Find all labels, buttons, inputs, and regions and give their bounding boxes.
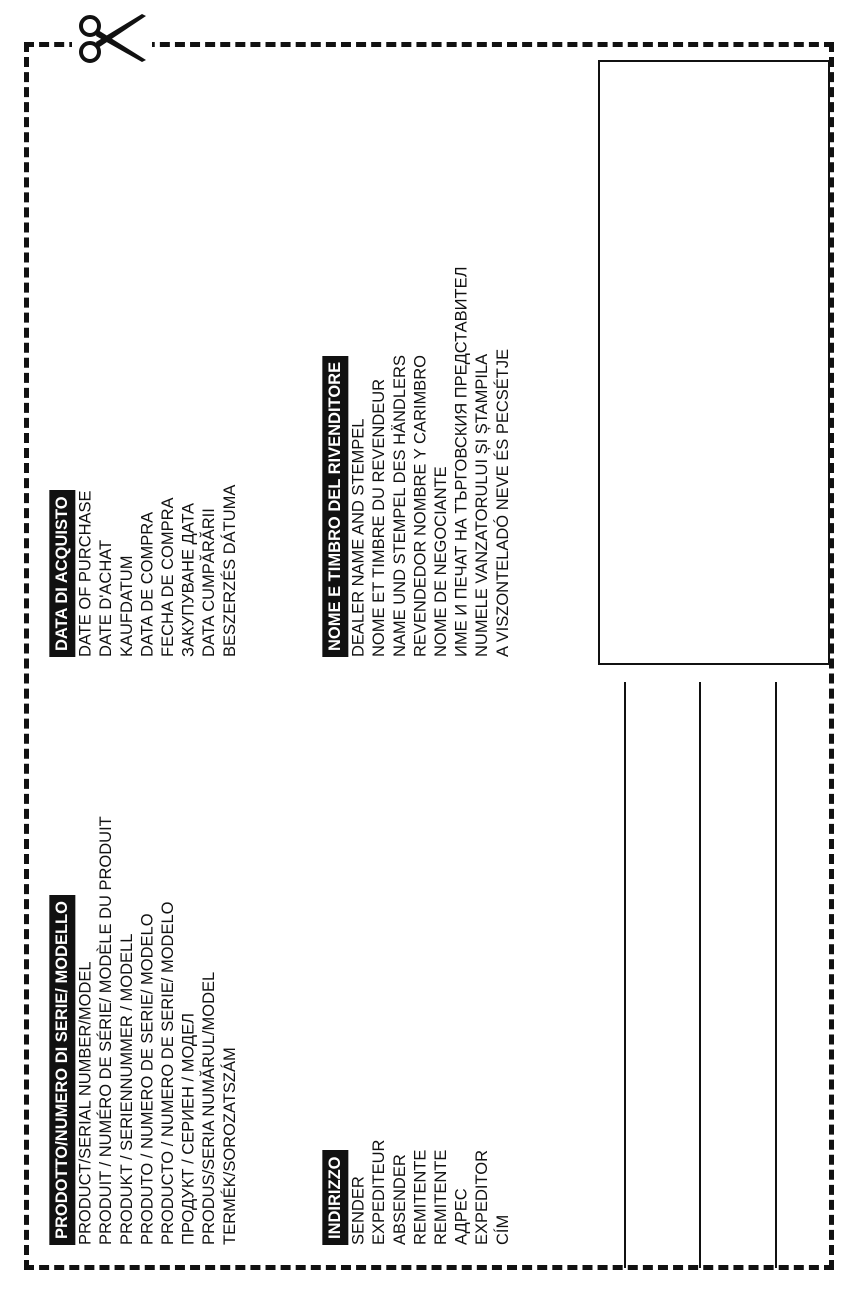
dealer-line: NOME DE NEGOCIANTE [431, 466, 450, 657]
purchase-line: KAUFDATUM [117, 555, 136, 657]
address-write-line [624, 682, 626, 1268]
scissors-icon [72, 8, 152, 68]
sender-heading: INDIRIZZO [322, 1151, 349, 1246]
dealer-line: NAME UND STEMPEL DES HÄNDLERS [390, 355, 409, 657]
purchase-line: DATE D'ACHAT [97, 539, 116, 657]
sender-line: EXPEDITOR [473, 1149, 492, 1245]
purchase-line: DATA CUMPĂRĂRII [200, 508, 219, 657]
sender-line: EXPEDITEUR [370, 1139, 389, 1245]
sender-line: REMITENTE [431, 1149, 450, 1245]
purchase-heading: DATA DI ACQUISTO [49, 490, 76, 657]
product-serial-model-section [49, 765, 240, 1245]
dealer-line: DEALER NAME AND STEMPEL [349, 418, 368, 657]
product-heading: PRODOTTO/NUMERO DI SERIE/ MODELLO [49, 895, 76, 1245]
dealer-line: A VISZONTELADÓ NEVE ÉS PECSÉTJE [493, 348, 512, 657]
dealer-heading: NOME E TIMBRO DEL RIVENDITORE [322, 356, 349, 657]
product-line: PRODUCT/SERIAL NUMBER/MODEL [76, 961, 95, 1245]
dealer-line: REVENDEDOR NOMBRE Y CARIMBRO [411, 355, 430, 657]
product-line: PRODUCTO / NUMERO DE SERIE/ MODELO [158, 901, 177, 1245]
product-line: TERMÉK/SOROZATSZÁM [220, 1047, 239, 1245]
address-write-line [775, 682, 777, 1268]
product-line: ПРОДУКТ / СЕРИЕН / МОДЕЛ [179, 1013, 198, 1245]
dealer-line: NOME ET TIMBRE DU REVENDEUR [370, 378, 389, 657]
address-write-line [699, 682, 701, 1268]
sender-line: SENDER [349, 1176, 368, 1245]
dealer-stamp-box [598, 60, 830, 665]
dealer-line: ИМЕ И ПЕЧАТ НА ТЪРГОВСКИЯ ПРЕДСТАВИТЕЛ [452, 266, 471, 657]
sender-line: REMITENTE [411, 1149, 430, 1245]
sender-line: АДРЕС [452, 1188, 471, 1245]
purchase-line: DATA DE COMPRA [138, 511, 157, 657]
purchase-line: FECHA DE COMPRA [158, 497, 177, 657]
sender-line: CÍM [493, 1214, 512, 1245]
product-line: PRODUTO / NUMERO DE SERIE/ MODELO [138, 913, 157, 1245]
sender-line: ABSENDER [390, 1154, 409, 1245]
purchase-line: DATE OF PURCHASE [76, 490, 95, 657]
product-line: PRODUIT / NUMÉRO DE SÉRIE/ MODÈLE DU PRODUIT [97, 816, 116, 1245]
product-line: PRODUKT / SERIENNUMMER / MODELL [117, 933, 136, 1245]
date-of-purchase-section [49, 217, 240, 657]
sender-address-section [322, 785, 513, 1245]
purchase-line: ЗАКУПУВАНЕ ДАТА [179, 503, 198, 657]
dealer-line: NUMELE VANZATORULUI ȘI ȘTAMPILA [473, 353, 492, 657]
dealer-name-stamp-section [322, 217, 513, 657]
purchase-line: BESZERZÉS DÁTUMA [220, 484, 239, 657]
product-line: PRODUS/SERIA NUMĂRUL/MODEL [200, 971, 219, 1245]
